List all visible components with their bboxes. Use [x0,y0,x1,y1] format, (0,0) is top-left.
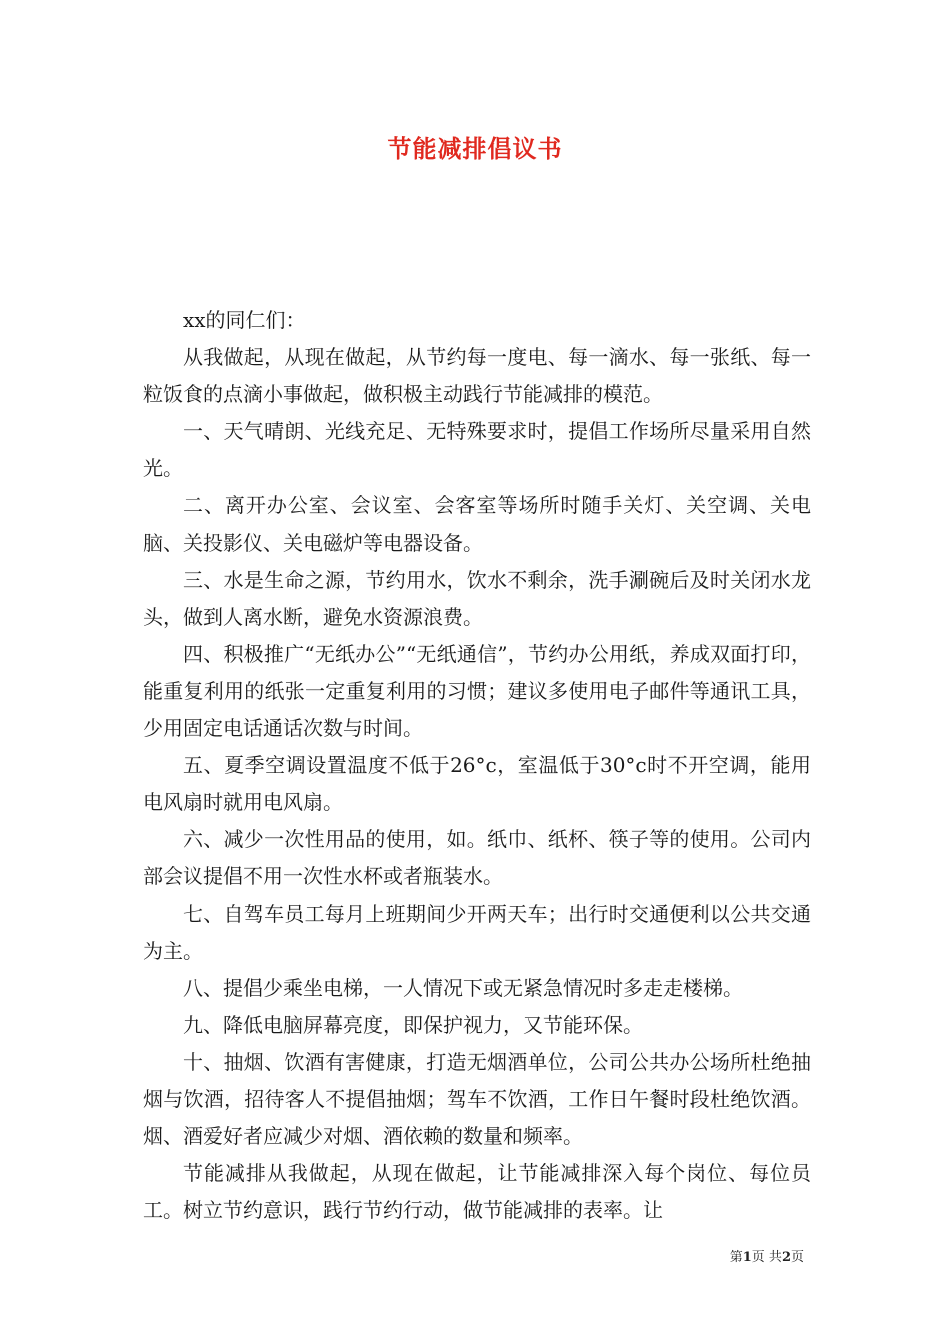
item-10-paragraph: 十、抽烟、饮酒有害健康，打造无烟酒单位，公司公共办公场所杜绝抽烟与饮酒，招待客人不提倡抽烟；驾车不饮酒，工作日午餐时段杜绝饮酒。烟、酒爱好者应减少对烟、酒依赖的数量和频率。 [143,1049,811,1149]
salutation: xx的同仁们： [183,308,306,332]
item-2-paragraph: 二、离开办公室、会议室、会客室等场所时随手关灯、关空调、关电脑、关投影仪、关电磁炉等电器设备。 [143,493,811,555]
footer-middle: 页 共 [751,1250,782,1265]
footer-suffix: 页 [790,1250,804,1265]
item-5-paragraph: 五、夏季空调设置温度不低于26°c，室温低于30°c时不开空调，能用电风扇时就用电风扇。 [143,753,811,815]
total-page-count: 2 [781,1250,791,1265]
item-8-paragraph: 八、提倡少乘坐电梯，一人情况下或无紧急情况时多走走楼梯。 [183,975,743,1000]
item-4-paragraph: 四、积极推广“无纸办公”“无纸通信”，节约办公用纸，养成双面打印，能重复利用的纸张一定重复利用的习惯；建议多使用电子邮件等通讯工具，少用固定电话通话次数与时间。 [143,641,811,741]
closing-paragraph: 节能减排从我做起，从现在做起，让节能减排深入每个岗位、每位员工。树立节约意识，践行节约行动，做节能减排的表率。让 [143,1161,811,1223]
document-body [143,302,811,1229]
current-page-number: 1 [742,1250,752,1265]
item-7-paragraph: 七、自驾车员工每月上班期间少开两天车；出行时交通便利以公共交通为主。 [143,901,811,963]
item-3-paragraph: 三、水是生命之源，节约用水，饮水不剩余，洗手涮碗后及时关闭水龙头，做到人离水断，避免水资源浪费。 [143,567,811,629]
intro-paragraph: 从我做起，从现在做起，从节约每一度电、每一滴水、每一张纸、每一粒饭食的点滴小事做起，做积极主动践行节能减排的模范。 [143,345,811,407]
item-6-paragraph: 六、减少一次性用品的使用，如。纸巾、纸杯、筷子等的使用。公司内部会议提倡不用一次性水杯或者瓶装水。 [143,827,811,889]
page-number-footer [0,1249,804,1267]
item-1-paragraph: 一、天气晴朗、光线充足、无特殊要求时，提倡工作场所尽量采用自然光。 [143,419,811,481]
footer-prefix: 第 [729,1250,743,1265]
document-title: 节能减排倡议书 [387,134,563,163]
item-9-paragraph: 九、降低电脑屏幕亮度，即保护视力，又节能环保。 [183,1012,643,1037]
